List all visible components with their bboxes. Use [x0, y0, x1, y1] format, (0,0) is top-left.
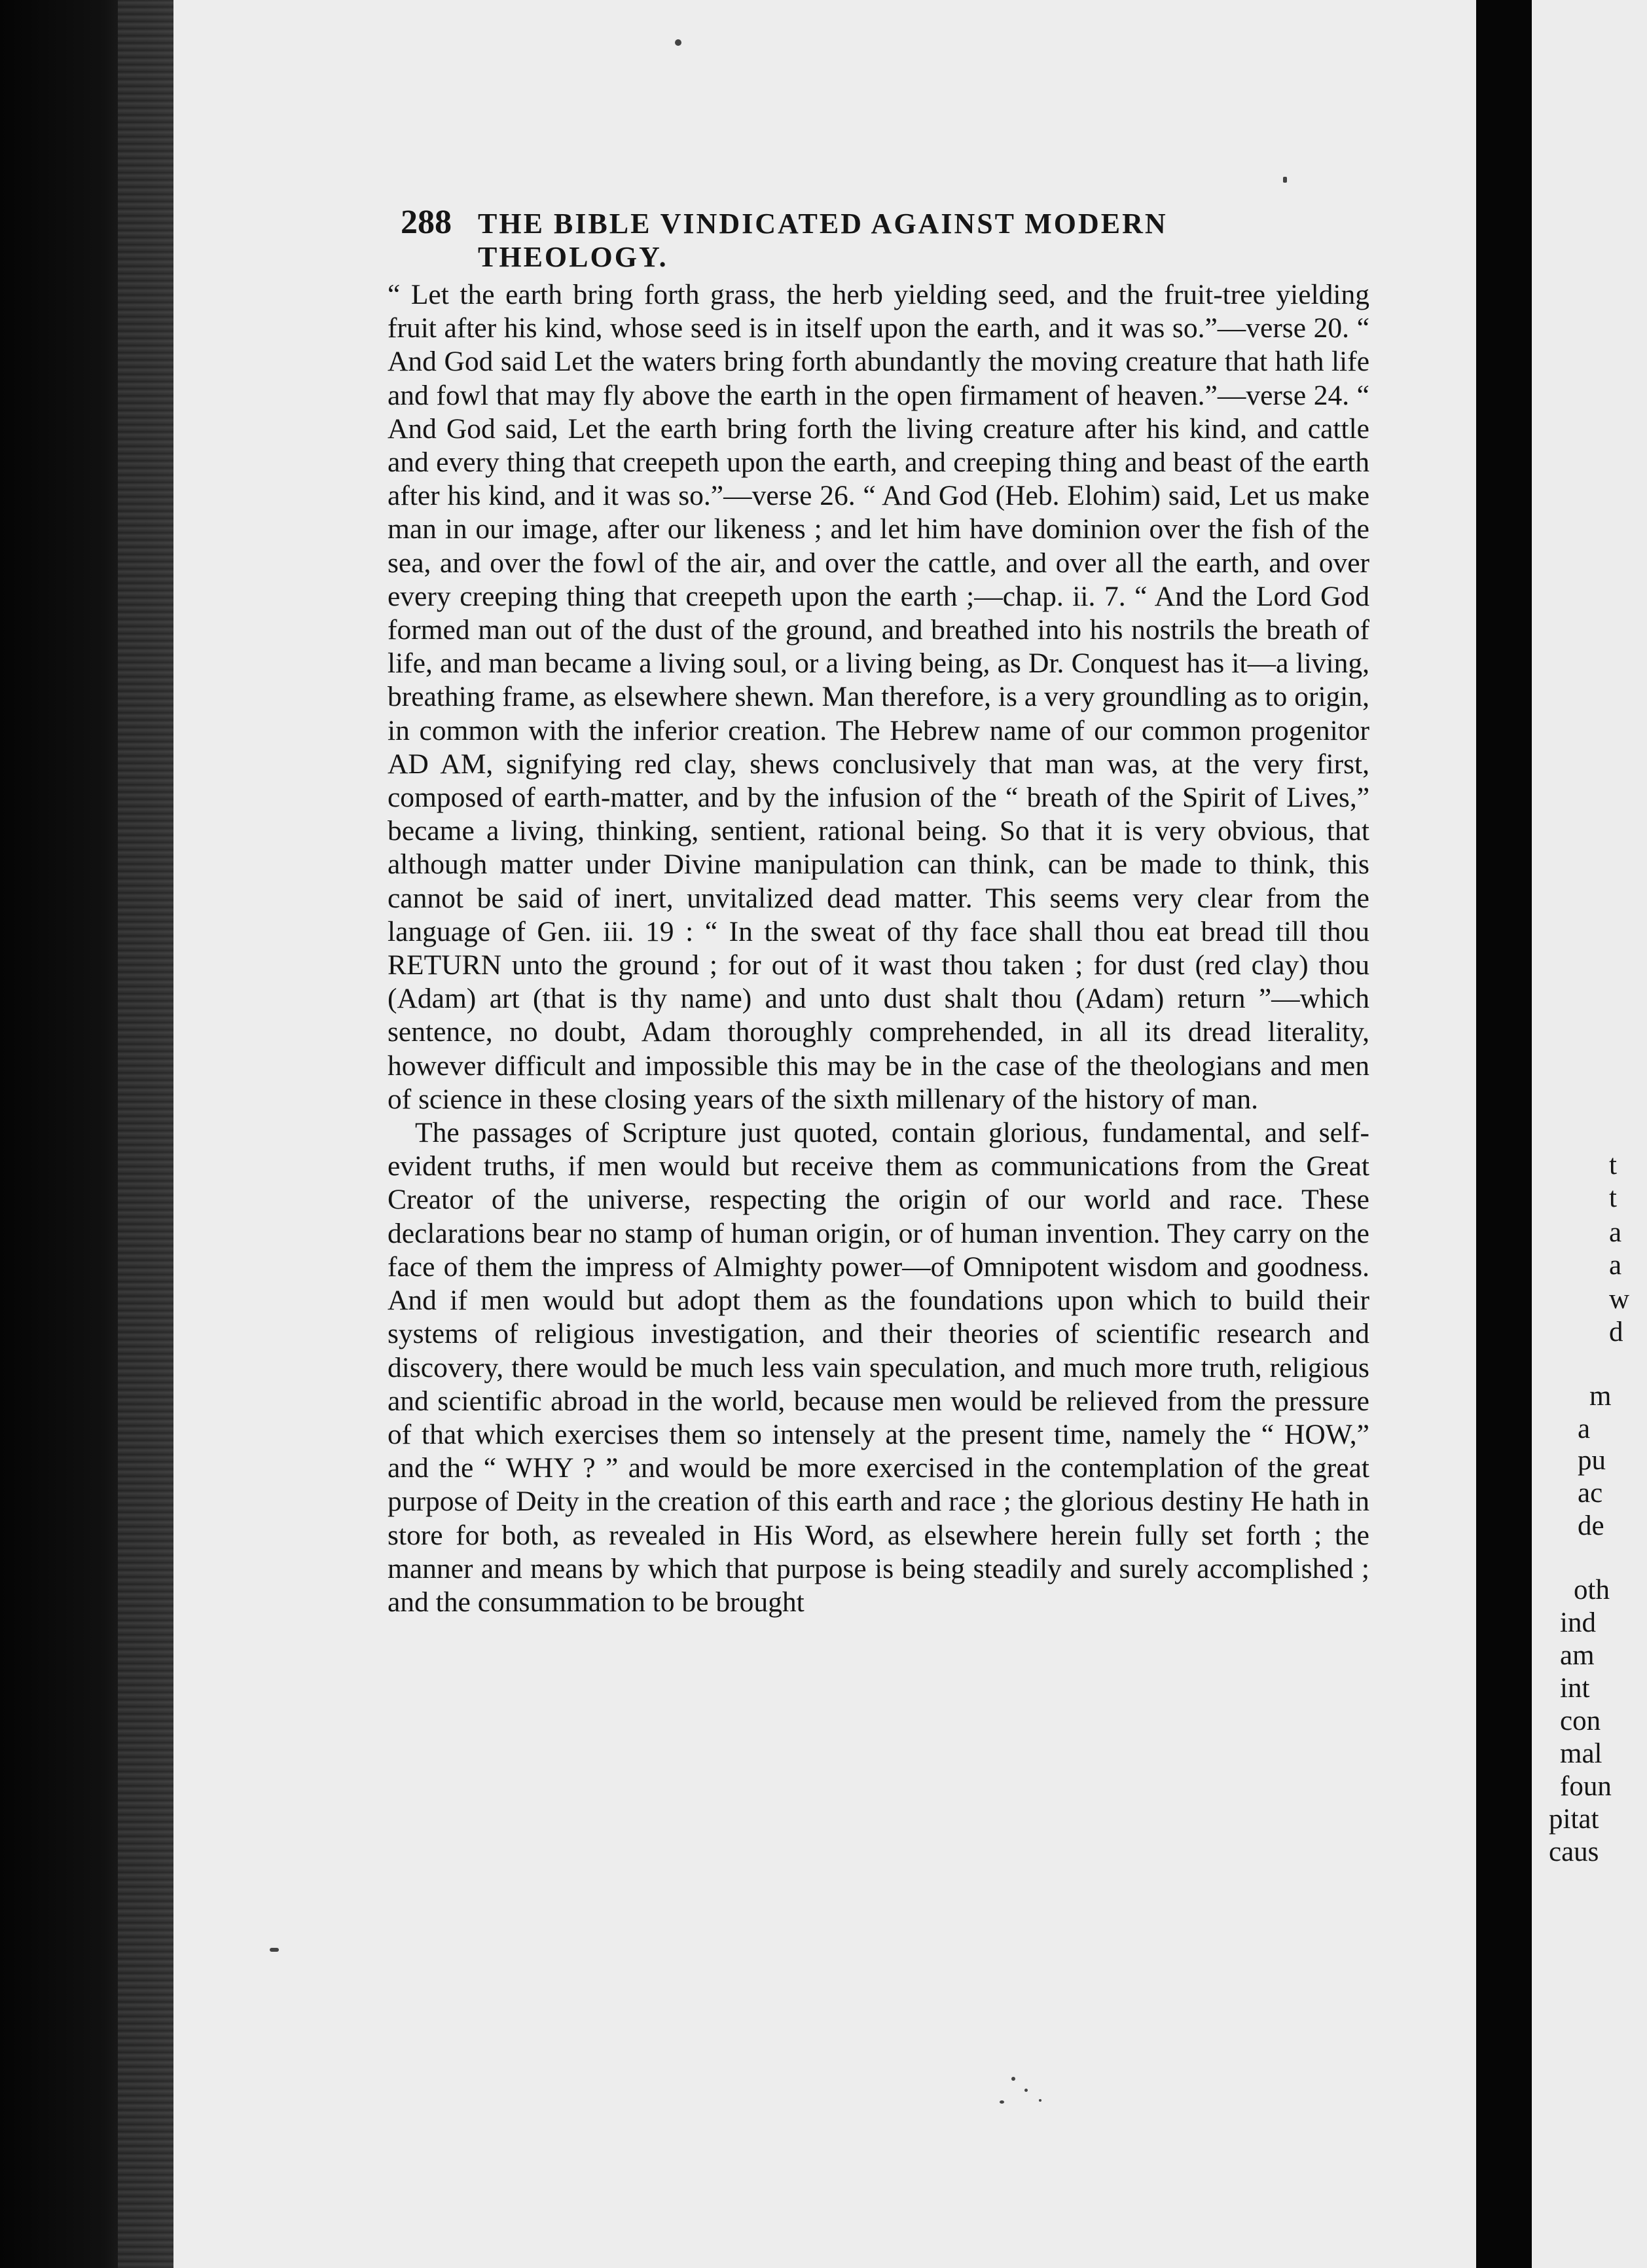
- facing-fragment: w: [1609, 1284, 1630, 1315]
- ink-speck: [270, 1948, 279, 1952]
- page-stack-edge: [118, 0, 180, 2268]
- facing-fragment: foun: [1560, 1771, 1612, 1802]
- facing-fragment: ac: [1578, 1478, 1603, 1509]
- ink-speck: [1000, 2100, 1004, 2104]
- paragraph-commentary: The passages of Scripture just quoted, contain glorious, fundamental, and self-evident truths, if men would but receive them as communications from the Great Creator of the universe, respecting the origin of our world and race. These declarations bear no stamp of human origin, or of human invention. They carry on the face of them the impress of Almighty power—of Omnipotent wisdom and goodness. And if men would but adopt them as the foundations upon which to build their systems of religious investigation, and their theories of scientific research and discovery, there would be much less vain speculation, and much more truth, religious and scientific abroad in the world, because men would be relieved from the pressure of that which exercises them so intensely at the present time, namely the “ HOW,” and the “ WHY ? ” and would be more exercised in the contemplation of the great purpose of Deity in the creation of this earth and race ; the glorious destiny He hath in store for both, as revealed in His Word, as elsewhere herein fully set forth ; the manner and means by which that purpose is being steadily and surely accomplished ; and the consummation to be brought: [388, 1117, 1369, 1618]
- facing-fragment: a: [1578, 1414, 1591, 1444]
- ink-speck: [1024, 2089, 1028, 2092]
- facing-fragment: a: [1609, 1217, 1622, 1248]
- paragraph-scripture-quotations: “ Let the earth bring forth grass, the herb yielding seed, and the fruit-tree yielding fruit after his kind, whose seed is in itself upon the earth, and it was so.”—verse 20. “ And God said Let the waters bring forth abundantly the moving creature that hath life and fowl that may fly above the earth in the open firmament of heaven.”—verse 24. “ And God said, Let the earth bring forth the living creature after his kind, and cattle and every thing that creepeth upon the earth, and creeping thing and beast of the earth after his kind, and it was so.”—verse 26. “ And God (Heb. Elohim) said, Let us make man in our image, after our likeness ; and let him have dominion over the fish of the sea, and over the fowl of the air, and over the cattle, and over all the earth, and over every creeping thing that creepeth upon the earth ;—chap. ii. 7. “ And the Lord God formed man out of the dust of the ground, and breathed into his nostrils the breath of life, and man became a living soul, or a living being, as Dr. Conquest has it—a living, breathing frame, as elsewhere shewn. Man therefore, is a very groundling as to origin, in common with the inferior creation. The Hebrew name of our common progenitor AD AM, signifying red clay, shews conclusively that man was, at the very first, composed of earth-matter, and by the infusion of the “ breath of the Spirit of Lives,” became a living, thinking, sentient, rational being. So that it is very obvious, that although matter under Divine manipulation can think, can be made to think, this cannot be said of inert, unvitalized dead matter. This seems very clear from the language of Gen. iii. 19 : “ In the sweat of thy face shall thou eat bread till thou RETURN unto the ground ; for out of it wast thou taken ; for dust (red clay) thou (Adam) art (that is thy name) and unto dust shalt thou (Adam) return ”—which sentence, no doubt, Adam thoroughly comprehended, in all its dread literality, however difficult and impossible this may be in the case of the theologians and men of science in these closing years of the sixth millenary of the history of man.: [388, 279, 1369, 1115]
- running-title: THE BIBLE VINDICATED AGAINST MODERN THEOLOGY.: [478, 208, 1168, 273]
- facing-fragment: ind: [1560, 1607, 1596, 1638]
- facing-fragment: d: [1609, 1317, 1623, 1347]
- facing-fragment: t: [1609, 1150, 1617, 1180]
- ink-speck: [1011, 2077, 1015, 2081]
- facing-fragment: de: [1578, 1510, 1604, 1541]
- facing-fragment: oth: [1574, 1575, 1610, 1605]
- book-gutter: [1476, 0, 1532, 2268]
- facing-fragment: a: [1609, 1250, 1622, 1281]
- ink-speck: [1283, 177, 1287, 183]
- facing-fragment: am: [1560, 1640, 1595, 1671]
- facing-fragment: int: [1560, 1673, 1590, 1704]
- page-number: 288: [401, 204, 452, 241]
- ink-speck: [675, 39, 681, 46]
- body-text: [388, 278, 1369, 1619]
- facing-fragment: caus: [1549, 1837, 1599, 1867]
- facing-fragment: t: [1609, 1182, 1617, 1213]
- facing-page: [1532, 0, 1647, 2268]
- ink-speck: [1039, 2099, 1041, 2102]
- facing-fragment: pu: [1578, 1445, 1606, 1476]
- facing-fragment: con: [1560, 1706, 1601, 1736]
- facing-fragment: m: [1589, 1381, 1612, 1412]
- page-header: [401, 203, 1297, 273]
- facing-fragment: mal: [1560, 1738, 1602, 1769]
- facing-fragment: pitat: [1549, 1804, 1599, 1835]
